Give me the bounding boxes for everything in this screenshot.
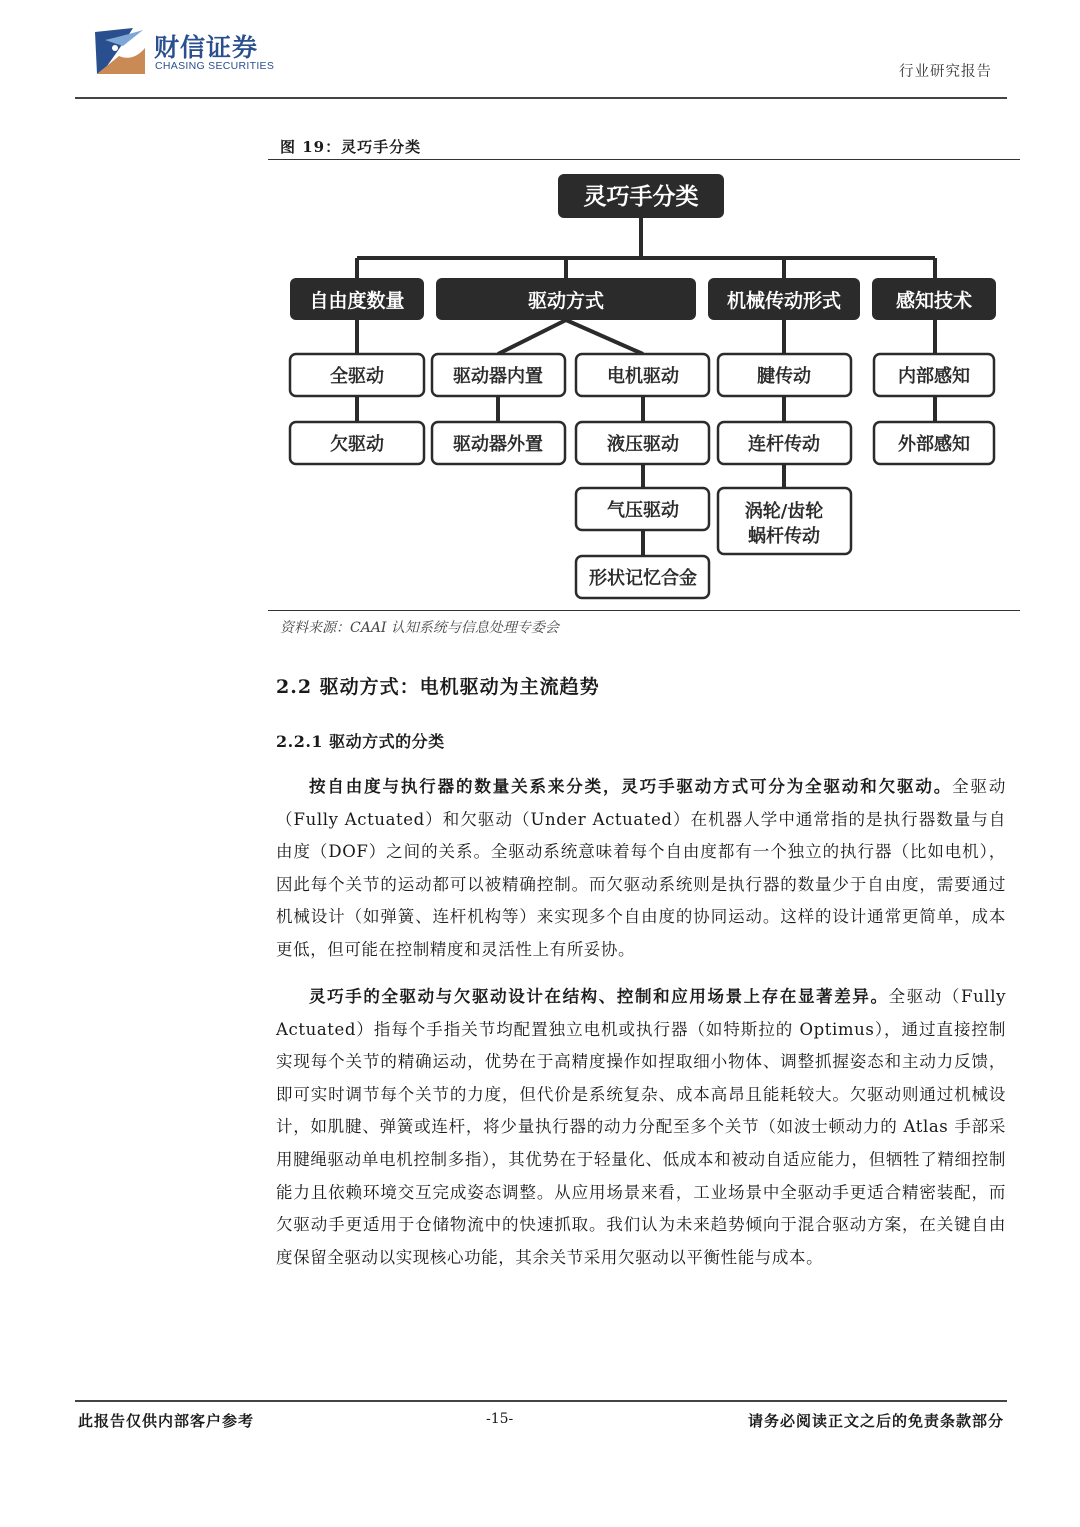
paragraph-1-body: 全驱动（Fully Actuated）和欠驱动（Under Actuated）在机器人学中通常指的是执行器数量与自由度（DOF）之间的关系。全驱动系统意味着每个自由度都有一个独立的执行器（比如电机），因此每个关节的运动都可以被精确控制。而欠驱动系统则是执行器的数量少于自由度，需要通过机械设计（如弹簧、连杆机构等）来实现多个自由度的协同运动。这样的设计通常更简单，成本更低，但可能在控制精度和灵活性上有所妥协。 bbox=[276, 777, 1006, 959]
page-number: -15- bbox=[486, 1411, 514, 1427]
category-drive bbox=[436, 278, 696, 320]
svg-text:外部感知: 外部感知 bbox=[898, 434, 970, 455]
svg-text:驱动方式: 驱动方式 bbox=[527, 290, 605, 312]
svg-text:驱动器外置: 驱动器外置 bbox=[453, 434, 543, 455]
svg-text:机械传动形式: 机械传动形式 bbox=[726, 290, 842, 312]
subsection-heading: 2.2.1 驱动方式的分类 bbox=[276, 732, 445, 751]
svg-text:连杆传动: 连杆传动 bbox=[748, 434, 820, 455]
paragraph-2-body: 全驱动（Fully Actuated）指每个手指关节均配置独立电机或执行器（如特斯拉的 Optimus），通过直接控制实现每个关节的精确运动，优势在于高精度操作如捏取细小物体、调整抓握姿态和主动力反馈，即可实时调节每个关节的力度，但代价是系统复杂、成本高昂且能耗较大。欠驱动则通过机械设计，如肌腱、弹簧或连杆，将少量执行器的动力分配至多个关节（如波士顿动力的 Atlas 手部采用腱绳驱动单电机控制多指），其优势在于轻量化、低成本和被动自适应能力，但牺牲了精细控制能力且依赖环境交互完成姿态调整。从应用场景来看，工业场景中全驱动手更适合精密装配，而欠驱动手更适用于仓储物流中的快速抓取。我们认为未来趋势倾向于混合驱动方案，在关键自由度保留全驱动以实现核心功能，其余关节采用欠驱动以平衡性能与成本。 bbox=[276, 987, 1006, 1267]
header-divider bbox=[75, 97, 1007, 99]
figure-source: 资料来源：CAAI 认知系统与信息处理专委会 bbox=[280, 620, 559, 636]
svg-text:腱传动: 腱传动 bbox=[757, 366, 811, 387]
figure-title: 图 19：灵巧手分类 bbox=[280, 138, 422, 156]
svg-text:全驱动: 全驱动 bbox=[330, 366, 384, 387]
svg-text:涡轮/齿轮: 涡轮/齿轮 bbox=[744, 501, 824, 522]
logo-text-cn: 财信证券 bbox=[154, 33, 259, 62]
svg-text:电机驱动: 电机驱动 bbox=[607, 366, 679, 387]
paragraph-2-lead: 灵巧手的全驱动与欠驱动设计在结构、控制和应用场景上存在显著差异。 bbox=[309, 987, 889, 1006]
report-type: 行业研究报告 bbox=[899, 64, 992, 80]
footer-disclaimer-left: 此报告仅供内部客户参考 bbox=[78, 1412, 255, 1430]
logo-text-en: CHASING SECURITIES bbox=[155, 60, 275, 72]
paragraph-2 bbox=[276, 981, 1006, 1274]
footer-disclaimer-right: 请务必阅读正文之后的免责条款部分 bbox=[747, 1412, 1004, 1430]
svg-text:内部感知: 内部感知 bbox=[898, 366, 970, 387]
logo-icon bbox=[93, 26, 147, 76]
category-transmission bbox=[708, 278, 860, 320]
svg-text:欠驱动: 欠驱动 bbox=[330, 434, 384, 455]
category-sensing bbox=[872, 278, 996, 320]
svg-text:气压驱动: 气压驱动 bbox=[607, 500, 679, 521]
svg-text:感知技术: 感知技术 bbox=[895, 290, 973, 312]
svg-text:驱动器内置: 驱动器内置 bbox=[453, 366, 543, 387]
svg-text:液压驱动: 液压驱动 bbox=[607, 434, 679, 455]
svg-text:自由度数量: 自由度数量 bbox=[309, 290, 405, 312]
footer-divider bbox=[75, 1400, 1007, 1402]
figure-bottom-rule bbox=[268, 610, 1020, 611]
category-dof bbox=[290, 278, 424, 320]
svg-text:形状记忆合金: 形状记忆合金 bbox=[589, 568, 697, 589]
classification-diagram bbox=[268, 160, 1020, 608]
paragraph-1-lead: 按自由度与执行器的数量关系来分类，灵巧手驱动方式可分为全驱动和欠驱动。 bbox=[309, 777, 953, 796]
svg-text:蜗杆传动: 蜗杆传动 bbox=[748, 526, 820, 547]
paragraph-1 bbox=[276, 771, 1006, 967]
section-heading: 2.2 驱动方式：电机驱动为主流趋势 bbox=[276, 676, 600, 698]
root-label: 灵巧手分类 bbox=[583, 184, 699, 210]
